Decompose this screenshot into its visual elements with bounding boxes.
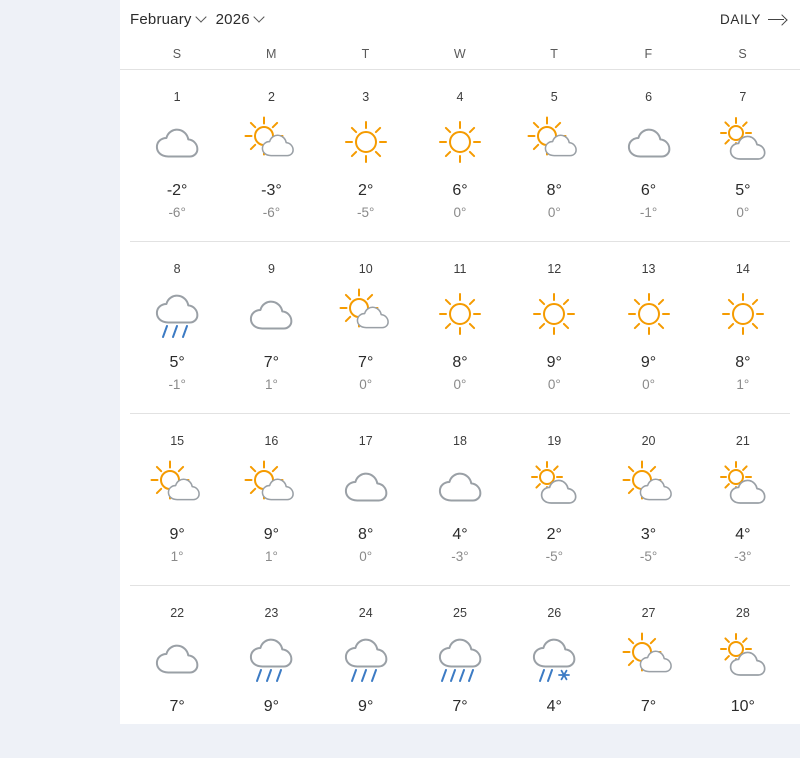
daily-view-link[interactable] [720,12,786,27]
day-cell[interactable] [224,414,318,585]
temperature-low: 1° [264,549,278,564]
temperature-high: 9° [640,354,657,371]
temperature-high: 5° [735,182,751,199]
day-number: 19 [547,434,562,448]
day-number: 3 [362,90,370,104]
day-number: 16 [264,434,279,448]
weather-mostly-cloudy-icon [711,458,775,514]
week-row [130,414,790,586]
day-cell[interactable] [130,242,224,413]
weather-partly-sunny-icon [334,286,398,342]
temperature-high: 4° [452,526,468,543]
day-cell[interactable] [413,70,507,241]
day-cell[interactable] [319,586,413,758]
day-number: 24 [358,606,373,620]
weekday-label: W [453,46,467,61]
weekday-label: T [550,46,559,61]
weekday-label: S [172,46,182,61]
temperature-low: 0° [642,377,656,392]
day-cell[interactable] [130,70,224,241]
weather-cloudy-icon [334,458,398,514]
temperature-high: 9° [263,698,280,715]
day-number: 22 [170,606,185,620]
day-number: 11 [453,262,467,276]
chevron-down-icon [255,13,264,22]
weather-partly-sunny-icon [239,114,303,170]
calendar-header [120,0,800,38]
day-cell[interactable] [319,70,413,241]
temperature-high: 2° [358,182,374,199]
temperature-high: 8° [735,354,751,371]
day-number: 7 [739,90,747,104]
day-cell[interactable] [413,414,507,585]
calendar-weeks [120,70,800,758]
temperature-high: 6° [452,182,468,199]
weather-rain-icon [334,630,398,686]
weather-rain-heavy-icon [428,630,492,686]
weather-partly-sunny-icon [522,114,586,170]
temperature-low: 0° [547,205,561,220]
weekday-label: S [738,46,748,61]
temperature-high: 7° [263,354,280,371]
day-cell[interactable] [601,414,695,585]
day-cell[interactable] [130,586,224,758]
day-number: 25 [453,606,467,620]
day-number: 28 [735,606,750,620]
day-cell[interactable] [696,586,790,758]
week-row [130,70,790,242]
temperature-high: 10° [730,698,755,715]
temperature-low: -1° [639,205,658,220]
day-cell[interactable] [507,242,601,413]
day-cell[interactable] [507,70,601,241]
month-label: February [130,10,192,28]
weather-partly-sunny-icon [617,630,681,686]
day-cell[interactable] [601,586,695,758]
temperature-high: 8° [546,182,562,199]
day-number: 5 [550,90,558,104]
temperature-high: 5° [169,354,185,371]
weather-sunny-icon [428,114,492,170]
day-number: 2 [267,90,275,104]
day-number: 17 [358,434,373,448]
day-cell[interactable] [224,242,318,413]
day-number: 9 [267,262,275,276]
day-cell[interactable] [601,242,695,413]
weather-cloudy-icon [145,114,209,170]
day-number: 26 [547,606,562,620]
temperature-low: 1° [736,377,750,392]
day-number: 18 [453,434,467,448]
weather-sunny-icon [334,114,398,170]
temperature-high: 7° [452,698,468,715]
day-cell[interactable] [413,242,507,413]
weather-cloudy-icon [145,630,209,686]
weather-mostly-cloudy-icon [711,114,775,170]
temperature-low: 0° [453,205,467,220]
temperature-high: 7° [169,698,185,715]
day-cell[interactable] [696,414,790,585]
weather-sunny-icon [711,286,775,342]
weather-cloudy-icon [239,286,303,342]
weather-mostly-cloudy-icon [711,630,775,686]
weekday-label: T [361,46,370,61]
temperature-high: 9° [358,698,374,715]
day-cell[interactable] [319,414,413,585]
day-cell[interactable] [507,586,601,758]
day-number: 13 [641,262,656,276]
day-number: 27 [641,606,656,620]
day-cell[interactable] [696,242,790,413]
weather-sunny-icon [617,286,681,342]
day-number: 8 [173,262,181,276]
temperature-low: -5° [545,549,563,564]
temperature-high: -3° [261,182,282,199]
day-number: 1 [173,90,181,104]
week-row [130,586,790,758]
daily-label: DAILY [719,11,761,27]
temperature-high: 8° [452,354,468,371]
temperature-high: 2° [546,526,562,543]
weather-cloudy-icon [617,114,681,170]
day-cell[interactable] [319,242,413,413]
day-cell[interactable] [507,414,601,585]
weather-sunny-icon [522,286,586,342]
temperature-low: 1° [264,377,278,392]
day-number: 10 [358,262,373,276]
temperature-low: 1° [170,549,184,564]
temperature-high: 7° [358,354,374,371]
day-number: 23 [264,606,279,620]
day-number: 4 [456,90,464,104]
weather-partly-sunny-icon [145,458,209,514]
temperature-low: 0° [453,377,467,392]
temperature-low: -3° [734,549,752,564]
temperature-low: -6° [168,205,186,220]
temperature-low: -1° [168,377,186,392]
day-number: 15 [170,434,185,448]
weather-sunny-icon [428,286,492,342]
temperature-high: 4° [735,526,751,543]
weekday-label: F [644,46,653,61]
temperature-low: 0° [359,549,373,564]
temperature-high: 8° [358,526,374,543]
temperature-low: 0° [547,377,561,392]
day-cell[interactable] [130,414,224,585]
weather-partly-sunny-icon [239,458,303,514]
day-cell[interactable] [601,70,695,241]
weekday-header-row [120,38,800,70]
temperature-high: 4° [546,698,562,715]
day-number: 14 [735,262,750,276]
week-row [130,242,790,414]
day-number: 21 [735,434,750,448]
year-selector[interactable] [216,11,264,28]
weather-mostly-cloudy-icon [522,458,586,514]
month-selector[interactable] [130,11,206,28]
weather-cloudy-icon [428,458,492,514]
day-cell[interactable] [413,586,507,758]
day-number: 6 [645,90,653,104]
temperature-low: 0° [736,205,750,220]
temperature-high: 3° [640,526,657,543]
day-number: 12 [547,262,562,276]
temperature-high: 9° [546,354,562,371]
chevron-down-icon [197,13,206,22]
temperature-low: -6° [262,205,281,220]
day-cell[interactable] [224,70,318,241]
weather-partly-sunny-icon [617,458,681,514]
weather-rain-snow-icon [522,630,586,686]
weather-calendar-panel [120,0,800,724]
weekday-label: M [265,46,277,61]
day-cell[interactable] [224,586,318,758]
year-label: 2026 [215,10,250,28]
temperature-low: 0° [359,377,373,392]
temperature-high: 9° [169,526,185,543]
temperature-high: 9° [263,526,280,543]
weather-rain-icon [145,286,209,342]
day-number: 20 [641,434,656,448]
temperature-low: -5° [639,549,658,564]
arrow-right-icon [768,14,786,24]
temperature-high: 6° [640,182,657,199]
weather-rain-icon [239,630,303,686]
temperature-high: 7° [640,698,657,715]
temperature-low: -5° [357,205,375,220]
temperature-high: -2° [166,182,188,199]
temperature-low: -3° [451,549,469,564]
day-cell[interactable] [696,70,790,241]
